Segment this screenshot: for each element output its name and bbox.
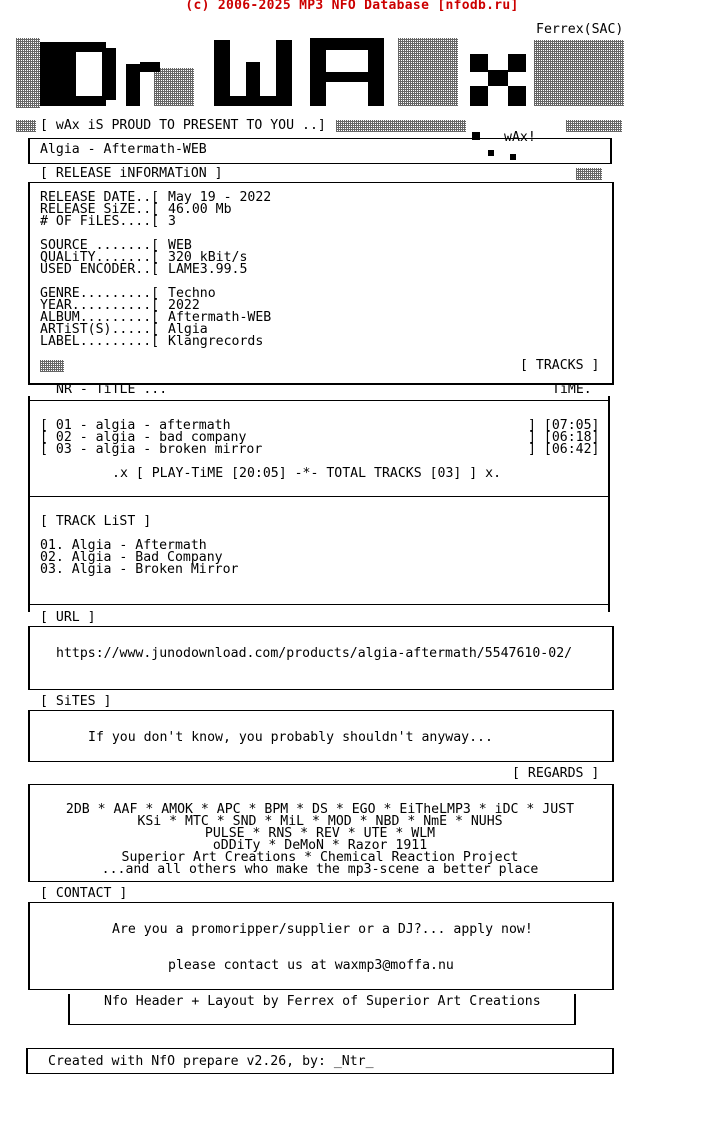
info-label: QUALiTY.......[ bbox=[40, 250, 160, 265]
regards-list bbox=[30, 804, 610, 876]
info-value: 46.00 Mb bbox=[168, 202, 232, 217]
track-row: [ 01 - algia - aftermath bbox=[40, 418, 231, 433]
info-label: RELEASE SiZE..[ bbox=[40, 202, 160, 217]
layout-credit: Nfo Header + Layout by Ferrex of Superior Art Creations bbox=[104, 994, 541, 1009]
info-value: Klangrecords bbox=[168, 334, 264, 349]
section-release-info: [ RELEASE iNFORMATiON ] bbox=[40, 166, 223, 181]
created-with: Created with NfO prepare v2.26, by: _Ntr_ bbox=[48, 1054, 374, 1069]
info-value: 3 bbox=[168, 214, 176, 229]
info-label: # OF FiLES....[ bbox=[40, 214, 160, 229]
wax-tag: wAx! bbox=[504, 130, 536, 145]
track-list-item: 02. Algia - Bad Company bbox=[40, 550, 223, 565]
section-sites: [ SiTES ] bbox=[40, 694, 112, 709]
track-time: ] [07:05] bbox=[528, 418, 600, 433]
track-time: ] [06:42] bbox=[528, 442, 600, 457]
release-url[interactable]: https://www.junodownload.com/products/algia-aftermath/5547610-02/ bbox=[56, 646, 573, 661]
logo-credit: Ferrex(SAC) bbox=[536, 22, 624, 37]
regards-line: Superior Art Creations * Chemical Reaction Project bbox=[121, 850, 519, 865]
info-label: YEAR..........[ bbox=[40, 298, 160, 313]
track-list-item: 01. Algia - Aftermath bbox=[40, 538, 207, 553]
info-label: ALBUM.........[ bbox=[40, 310, 160, 325]
track-list-item: 03. Algia - Broken Mirror bbox=[40, 562, 239, 577]
info-label: SOURCE .......[ bbox=[40, 238, 160, 253]
info-label: USED ENCODER..[ bbox=[40, 262, 160, 277]
contact-text: Are you a promoripper/supplier or a DJ?... apply now! bbox=[112, 922, 533, 937]
info-value: LAME3.99.5 bbox=[168, 262, 248, 277]
contact-box bbox=[28, 902, 614, 990]
nfodb-banner: (c) 2006-2025 MP3 NFO Database [nfodb.ru] bbox=[185, 0, 519, 13]
info-label: ARTiST(S).....[ bbox=[40, 322, 160, 337]
info-value: 2022 bbox=[168, 298, 200, 313]
section-url: [ URL ] bbox=[40, 610, 96, 625]
release-title: Algia - Aftermath-WEB bbox=[40, 142, 207, 157]
present-line: [ wAx iS PROUD TO PRESENT TO YOU ..] bbox=[40, 118, 326, 133]
wax-logo bbox=[14, 34, 626, 114]
info-value: Aftermath-WEB bbox=[168, 310, 272, 325]
sites-text: If you don't know, you probably shouldn't anyway... bbox=[88, 730, 493, 745]
section-track-list: [ TRACK LiST ] bbox=[40, 514, 152, 529]
info-value: WEB bbox=[168, 238, 192, 253]
info-value: Techno bbox=[168, 286, 216, 301]
regards-line: 2DB * AAF * AMOK * APC * BPM * DS * EGO * EiTheLMP3 * iDC * JUST bbox=[65, 802, 575, 817]
playtime-summary: .x [ PLAY-TiME [20:05] -*- TOTAL TRACKS [03] ] x. bbox=[112, 466, 502, 481]
section-tracks: [ TRACKS ] bbox=[520, 358, 600, 373]
info-label: LABEL.........[ bbox=[40, 334, 160, 349]
regards-line: KSi * MTC * SND * MiL * MOD * NBD * NmE * NUHS bbox=[137, 814, 503, 829]
section-regards: [ REGARDS ] bbox=[512, 766, 600, 781]
contact-email: please contact us at waxmp3@moffa.nu bbox=[168, 958, 454, 973]
info-value: May 19 - 2022 bbox=[168, 190, 272, 205]
track-row: [ 03 - algia - broken mirror bbox=[40, 442, 263, 457]
track-time: ] [06:18] bbox=[528, 430, 600, 445]
info-value: Algia bbox=[168, 322, 208, 337]
section-contact: [ CONTACT ] bbox=[40, 886, 128, 901]
info-label: GENRE.........[ bbox=[40, 286, 160, 301]
info-value: 320 kBit/s bbox=[168, 250, 248, 265]
regards-line: oDDiTy * DeMoN * Razor 1911 bbox=[212, 838, 428, 853]
tracks-header-title: NR - TiTLE ... bbox=[56, 382, 168, 397]
tracks-header-time: TiME. bbox=[552, 382, 592, 397]
regards-line: PULSE * RNS * REV * UTE * WLM bbox=[204, 826, 436, 841]
info-label: RELEASE DATE..[ bbox=[40, 190, 160, 205]
track-row: [ 02 - algia - bad company bbox=[40, 430, 247, 445]
regards-line: ...and all others who make the mp3-scene a better place bbox=[101, 862, 539, 877]
